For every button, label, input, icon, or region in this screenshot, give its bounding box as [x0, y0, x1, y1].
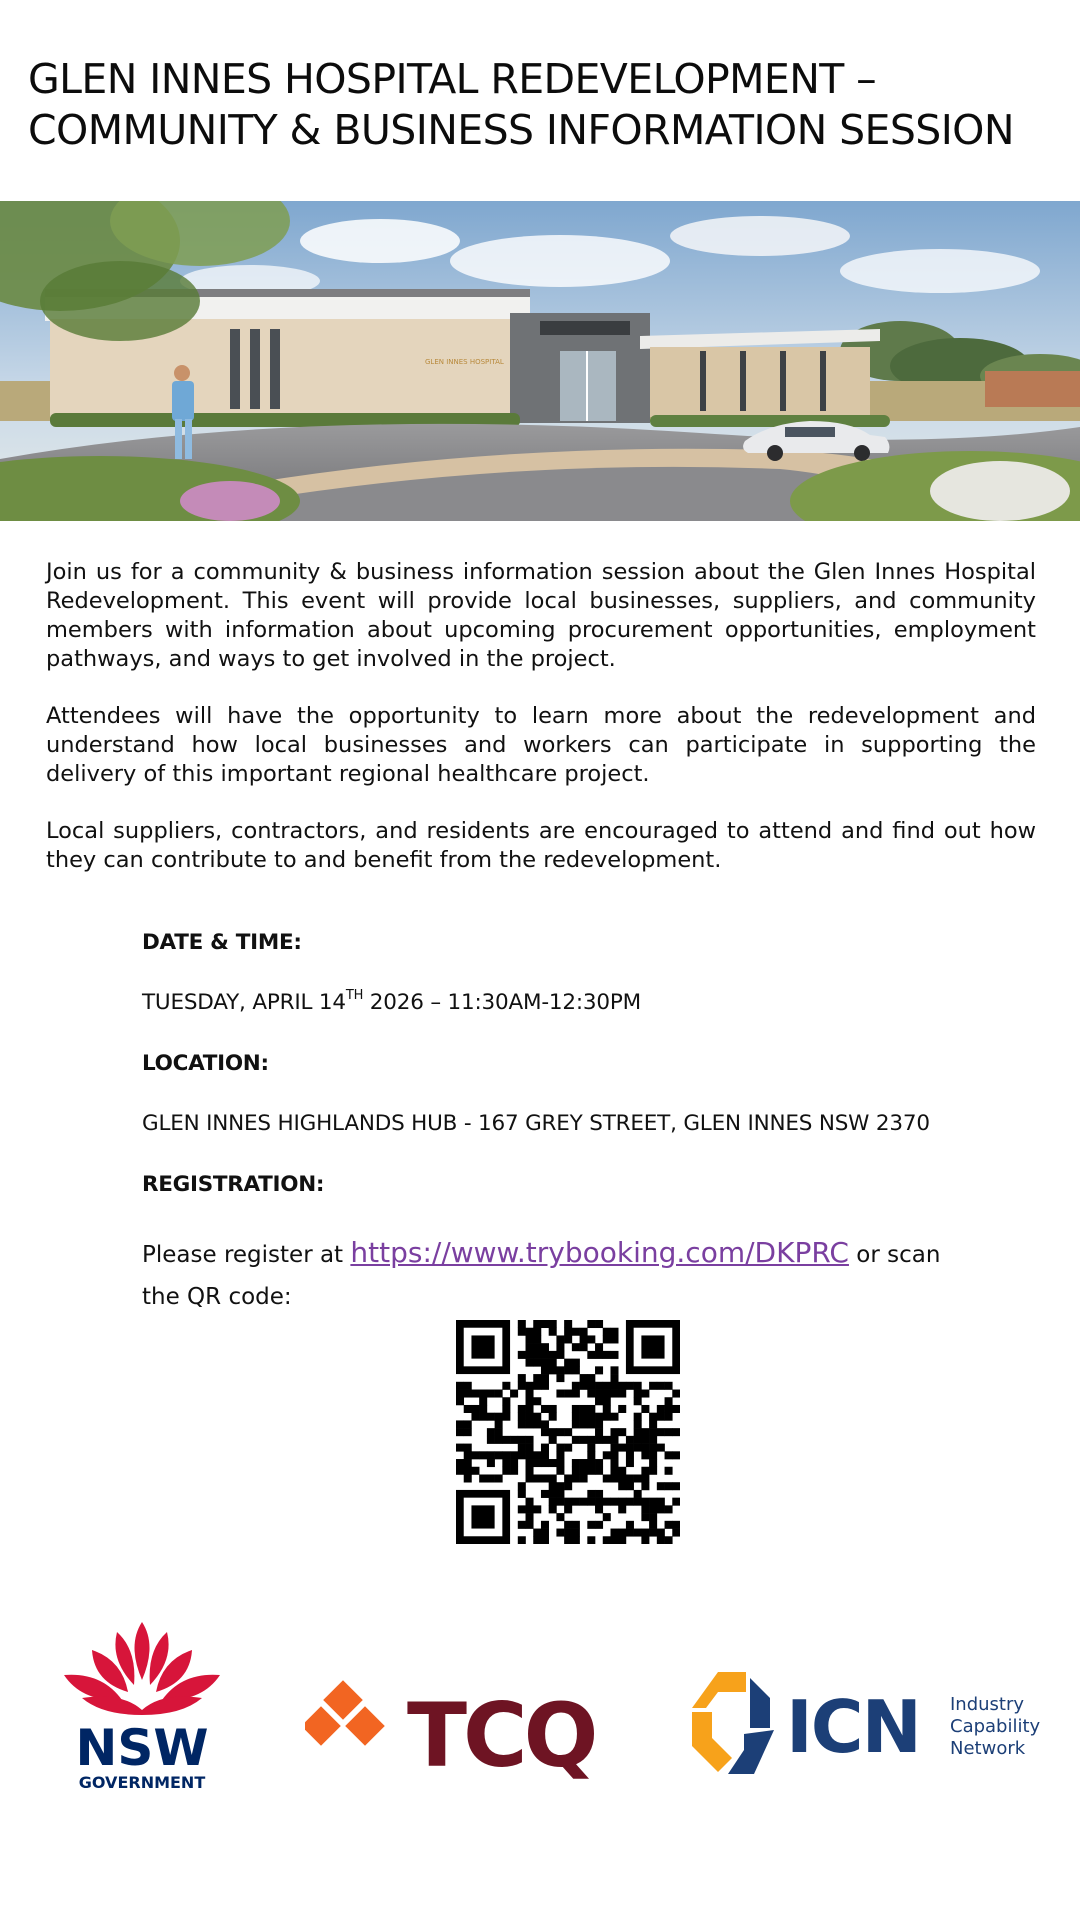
nsw-logo-text: NSW [75, 1719, 209, 1777]
registration-label: REGISTRATION: [142, 1172, 325, 1197]
intro-paragraph-1: Join us for a community & business information session about the Glen Innes Hospital Redevelopment. This event will provide local businesses, suppliers, and community members with information about upcoming procurement opportunities, employment pathways, and ways to get involved in the project. [46, 559, 1036, 672]
time-text: 2026 – 11:30AM-12:30PM [363, 990, 641, 1016]
tcq-logo-text: TCQ [407, 1684, 595, 1780]
location-label: LOCATION: [142, 1051, 269, 1076]
registration-qr-code[interactable] [456, 1320, 680, 1544]
date-text: TUESDAY, APRIL 14 [142, 990, 346, 1016]
date-ordinal-suffix: TH [345, 988, 364, 1003]
date-time-value [142, 990, 641, 1015]
page-title [28, 54, 1068, 156]
icn-capability-text: Capability [950, 1716, 1041, 1737]
hospital-sign-text: GLEN INNES HOSPITAL [425, 358, 504, 366]
icn-network-text: Network [950, 1738, 1026, 1759]
registration-suffix: or scan the QR code: [142, 1242, 941, 1310]
date-time-label: DATE & TIME: [142, 930, 302, 955]
location-value: GLEN INNES HIGHLANDS HUB - 167 GREY STREET, GLEN INNES NSW 2370 [142, 1111, 930, 1136]
government-logo-text: GOVERNMENT [78, 1773, 206, 1792]
icn-logo-text: ICN [786, 1685, 920, 1769]
registration-text [142, 1232, 982, 1318]
title-line-1: GLEN INNES HOSPITAL REDEVELOPMENT – [28, 55, 877, 103]
hospital-rendering-image [0, 201, 1080, 521]
title-line-2: COMMUNITY & BUSINESS INFORMATION SESSION [28, 106, 1014, 154]
nsw-government-logo [62, 1620, 222, 1792]
registration-link[interactable]: https://www.trybooking.com/DKPRC [350, 1236, 849, 1269]
icn-industry-text: Industry [950, 1694, 1025, 1715]
tcq-logo [305, 1680, 635, 1780]
intro-text [46, 558, 1036, 903]
icn-logo [688, 1668, 1060, 1778]
intro-paragraph-2: Attendees will have the opportunity to learn more about the redevelopment and understand how local businesses and workers can participate in supporting the delivery of this important regional healthcare project. [46, 703, 1036, 787]
registration-prefix: Please register at [142, 1242, 351, 1268]
intro-paragraph-3: Local suppliers, contractors, and residents are encouraged to attend and find out how they can contribute to and benefit from the redevelopment. [46, 818, 1036, 873]
